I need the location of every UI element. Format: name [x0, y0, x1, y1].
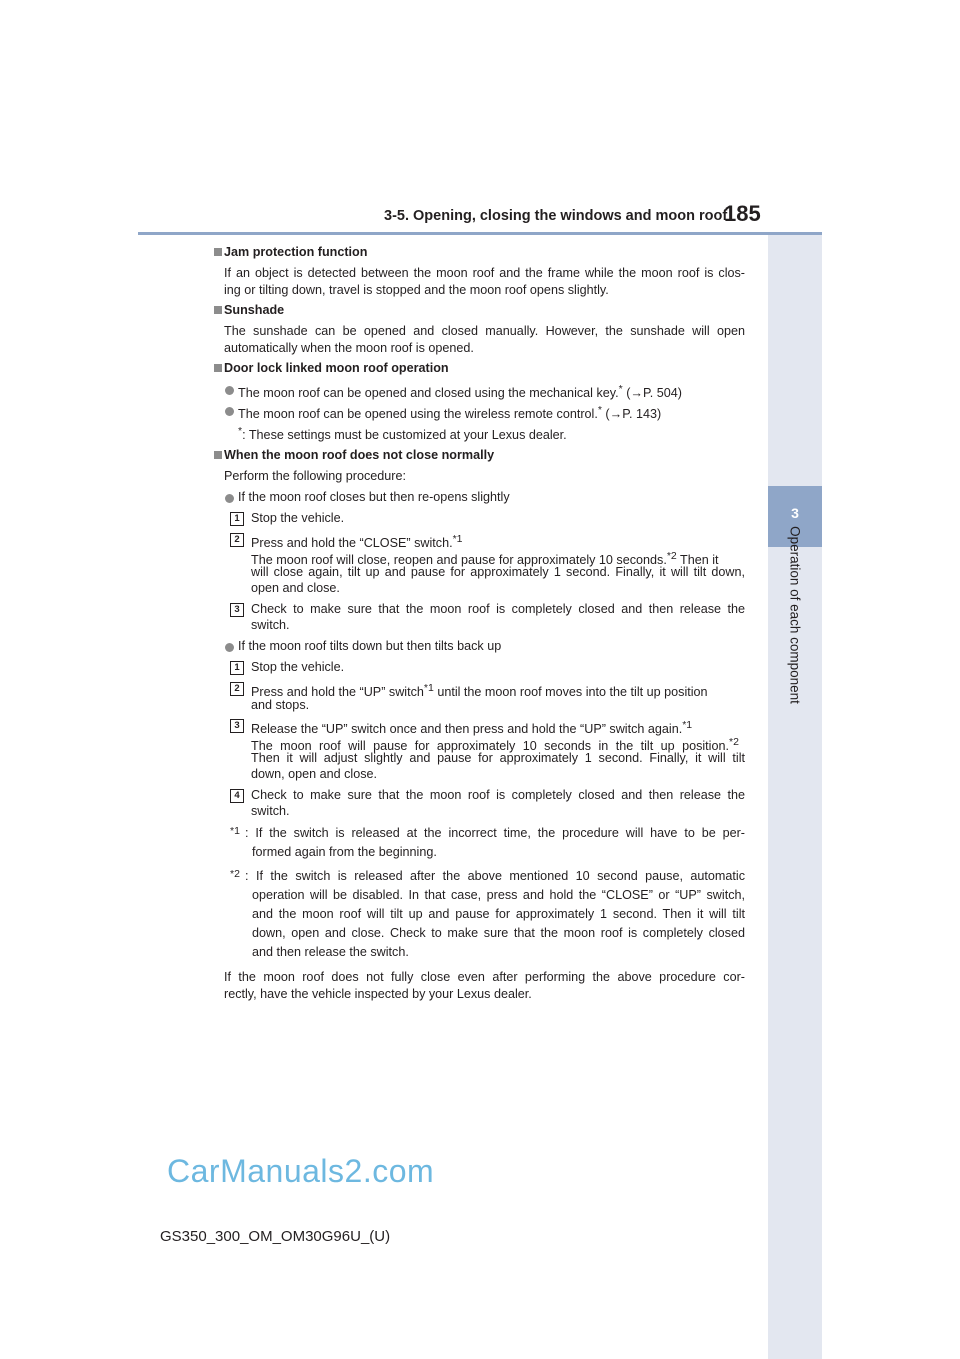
section-title: 3-5. Opening, closing the windows and moon roof [384, 208, 728, 224]
notclose-heading: When the moon roof does not close normally [224, 448, 495, 462]
square-bullet-icon [214, 451, 222, 459]
step-number-badge: 4 [230, 789, 244, 803]
footnote-2-line2: operation will be disabled. In that case, press and hold the “CLOSE” or “UP” switch, [252, 888, 745, 902]
step-number-badge: 1 [230, 512, 244, 526]
header-rule [138, 232, 822, 235]
jam-heading: Jam protection function [224, 245, 368, 259]
round-bullet-icon [225, 494, 234, 503]
step-number-badge: 3 [230, 719, 244, 733]
doorlock-item-2: The moon roof can be opened using the wireless remote control.* (→P. 143) [238, 404, 662, 422]
footnote-1-mark: *1 [230, 825, 240, 837]
chapter-number: 3 [791, 505, 799, 521]
footnote-1-line1: : If the switch is released at the incorrect time, the procedure will have to be per- [245, 826, 745, 840]
case1-step1: Stop the vehicle. [251, 511, 345, 525]
round-bullet-icon [225, 386, 234, 395]
case1-step3-line1: Check to make sure that the moon roof is completely closed and then release the [251, 602, 745, 616]
case1-step2-line4: open and close. [251, 581, 340, 595]
round-bullet-icon [225, 643, 234, 652]
footnote-1-line2: formed again from the beginning. [252, 845, 437, 859]
square-bullet-icon [214, 306, 222, 314]
footnote-2-line4: down, open and close. Check to make sure that the moon roof is completely closed [252, 926, 745, 940]
case2-step3-line1: Release the “UP” switch once and then press and hold the “UP” switch again.$^{*1}$ [251, 719, 693, 737]
doorlock-heading: Door lock linked moon roof operation [224, 361, 449, 375]
square-bullet-icon [214, 248, 222, 256]
square-bullet-icon [214, 364, 222, 372]
jam-text-1: If an object is detected between the moon roof and the frame while the moon roof is clos- [224, 266, 745, 280]
footnote-2-line3: and the moon roof will tilt up and pause for approximately 1 second. Then it will tilt [252, 907, 745, 921]
case2-step2-line1: Press and hold the “UP” switch$^{*1}$ until the moon roof moves into the tilt up position [251, 682, 708, 700]
jam-text-2: ing or tilting down, travel is stopped and the moon roof opens slightly. [224, 283, 609, 297]
watermark-logo: CarManuals2.com [167, 1153, 435, 1189]
doorlock-note: *: These settings must be customized at your Lexus dealer. [238, 425, 567, 443]
case1-step2-line3: will close again, tilt up and pause for approximately 1 second. Finally, it will tilt down, [251, 565, 745, 579]
closing-text-2: rectly, have the vehicle inspected by your Lexus dealer. [224, 987, 532, 1001]
sunshade-heading: Sunshade [224, 303, 285, 317]
sunshade-text-2: automatically when the moon roof is opened. [224, 341, 474, 355]
round-bullet-icon [225, 407, 234, 416]
case2-step4-line1: Check to make sure that the moon roof is completely closed and then release the [251, 788, 745, 802]
step-number-badge: 2 [230, 533, 244, 547]
step-number-badge: 2 [230, 682, 244, 696]
side-bar [768, 235, 822, 1359]
notclose-intro: Perform the following procedure: [224, 469, 407, 483]
case1-step3-line2: switch. [251, 618, 290, 632]
chapter-label: Operation of each component [787, 526, 803, 704]
footnote-2-mark: *2 [230, 868, 240, 880]
footnote-2-line1: : If the switch is released after the above mentioned 10 second pause, automatic [245, 869, 745, 883]
sunshade-text-1: The sunshade can be opened and closed manually. However, the sunshade will open [224, 324, 745, 338]
case2-step3-line2: The moon roof will pause for approximately 10 seconds in the tilt up position.$^{*2}$ [251, 736, 739, 754]
case1-step2-line1: Press and hold the “CLOSE” switch.$^{*1}$ [251, 533, 463, 551]
step-number-badge: 1 [230, 661, 244, 675]
case2-step3-line4: down, open and close. [251, 767, 378, 781]
case1-title: If the moon roof closes but then re-opens slightly [238, 490, 510, 504]
case2-title: If the moon roof tilts down but then tilts back up [238, 639, 502, 653]
case2-step4-line2: switch. [251, 804, 290, 818]
doorlock-item-1: The moon roof can be opened and closed using the mechanical key.* (→P. 504) [238, 383, 682, 401]
step-number-badge: 3 [230, 603, 244, 617]
case2-step2-line2: and stops. [251, 698, 310, 712]
case2-step1: Stop the vehicle. [251, 660, 345, 674]
case2-step3-line3: Then it will adjust slightly and pause for approximately 1 second. Finally, it will tilt [251, 751, 745, 765]
closing-text-1: If the moon roof does not fully close even after performing the above procedure cor- [224, 970, 745, 984]
document-code: GS350_300_OM_OM30G96U_(U) [160, 1228, 391, 1245]
case1-step2-line2: The moon roof will close, reopen and pause for approximately 10 seconds.$^{*2}$ Then it [251, 550, 719, 568]
page-number: 185 [724, 201, 761, 226]
footnote-2-line5: and then release the switch. [252, 945, 409, 959]
